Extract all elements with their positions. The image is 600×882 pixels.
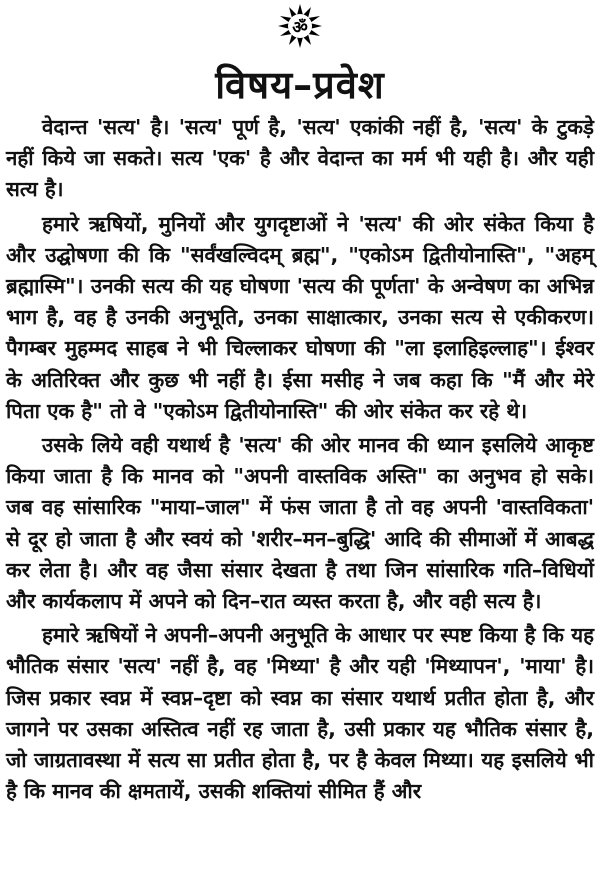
paragraph: उसके लिये वही यथार्थ है 'सत्य' की ओर मानव की ध्यान इसलिये आकृष्ट किया जाता है कि मानव को "अपनी वास्तविक अस्ति" का अनुभव हो सके। जब वह सांसारिक "माया–जाल" में फंस जाता है तो वह अपनी 'वास्तविकता' से दूर हो जाता है और स्वयं को 'शरीर–मन–बुद्धि' आदि की सीमाओं में आबद्ध कर लेता है। और वह जैसा संसार देखता है तथा जिन सांसारिक गति–विधियों और कार्यकलाप में अपने को दिन–रात व्यस्त करता है, और वही सत्य है। <box>6 433 594 614</box>
paragraph: हमारे ऋषियों ने अपनी–अपनी अनुभूति के आधार पर स्पष्ट किया है कि यह भौतिक संसार 'सत्य' नहीं है, वह 'मिथ्या' है और यही 'मिथ्यापन', 'माया' है। जिस प्रकार स्वप्न में स्वप्न–दृष्टा को स्वप्न का संसार यथार्थ प्रतीत होता है, और जागने पर उसका अस्तित्व नहीं रह जाता है, उसी प्रकार यह भौतिक संसार है, जो जाग्रतावस्था में सत्य सा प्रतीत होता है, पर है केवल मिथ्या। यह इसलिये भी है कि मानव की क्षमतायें, उसकी शक्तियां सीमित हैं और <box>6 623 594 804</box>
paragraph: वेदान्त 'सत्य' है। 'सत्य' पूर्ण है, 'सत्य' एकांकी नहीं है, 'सत्य' के टुकड़े नहीं किये जा सकते। सत्य 'एक' है और वेदान्त का मर्म भी यही है। और यही सत्य है। <box>6 115 594 202</box>
body-text <box>6 112 594 807</box>
svg-text:ॐ: ॐ <box>292 18 308 38</box>
page-title: विषय–प्रवेश <box>215 63 385 107</box>
paragraph: हमारे ऋषियों, मुनियों और युगदृष्टाओं ने 'सत्य' की ओर संकेत किया है और उद्घोषणा की कि "सर्वंखल्विदम् ब्रह्म", "एकोऽम द्वितीयोनास्ति", "अहम् ब्रह्मास्मि"। उनकी सत्य की यह घोषणा 'सत्य की पूर्णता' के अन्वेषण का अभिन्न भाग है, वह है उनकी अनुभूति, उनका साक्षात्कार, उनका सत्य से एकीकरण। पैगम्बर मुहम्मद साहब ने भी चिल्लाकर घोषणा की "ला इलाहिइल्लाह"। ईश्वर के अतिरिक्त और कुछ भी नहीं है। ईसा मसीह ने जब कहा कि "मैं और मेरे पिता एक है" तो वे "एकोऽम द्वितीयोनास्ति" की ओर संकेत कर रहे थे। <box>6 211 594 423</box>
om-sun-icon <box>278 4 322 48</box>
